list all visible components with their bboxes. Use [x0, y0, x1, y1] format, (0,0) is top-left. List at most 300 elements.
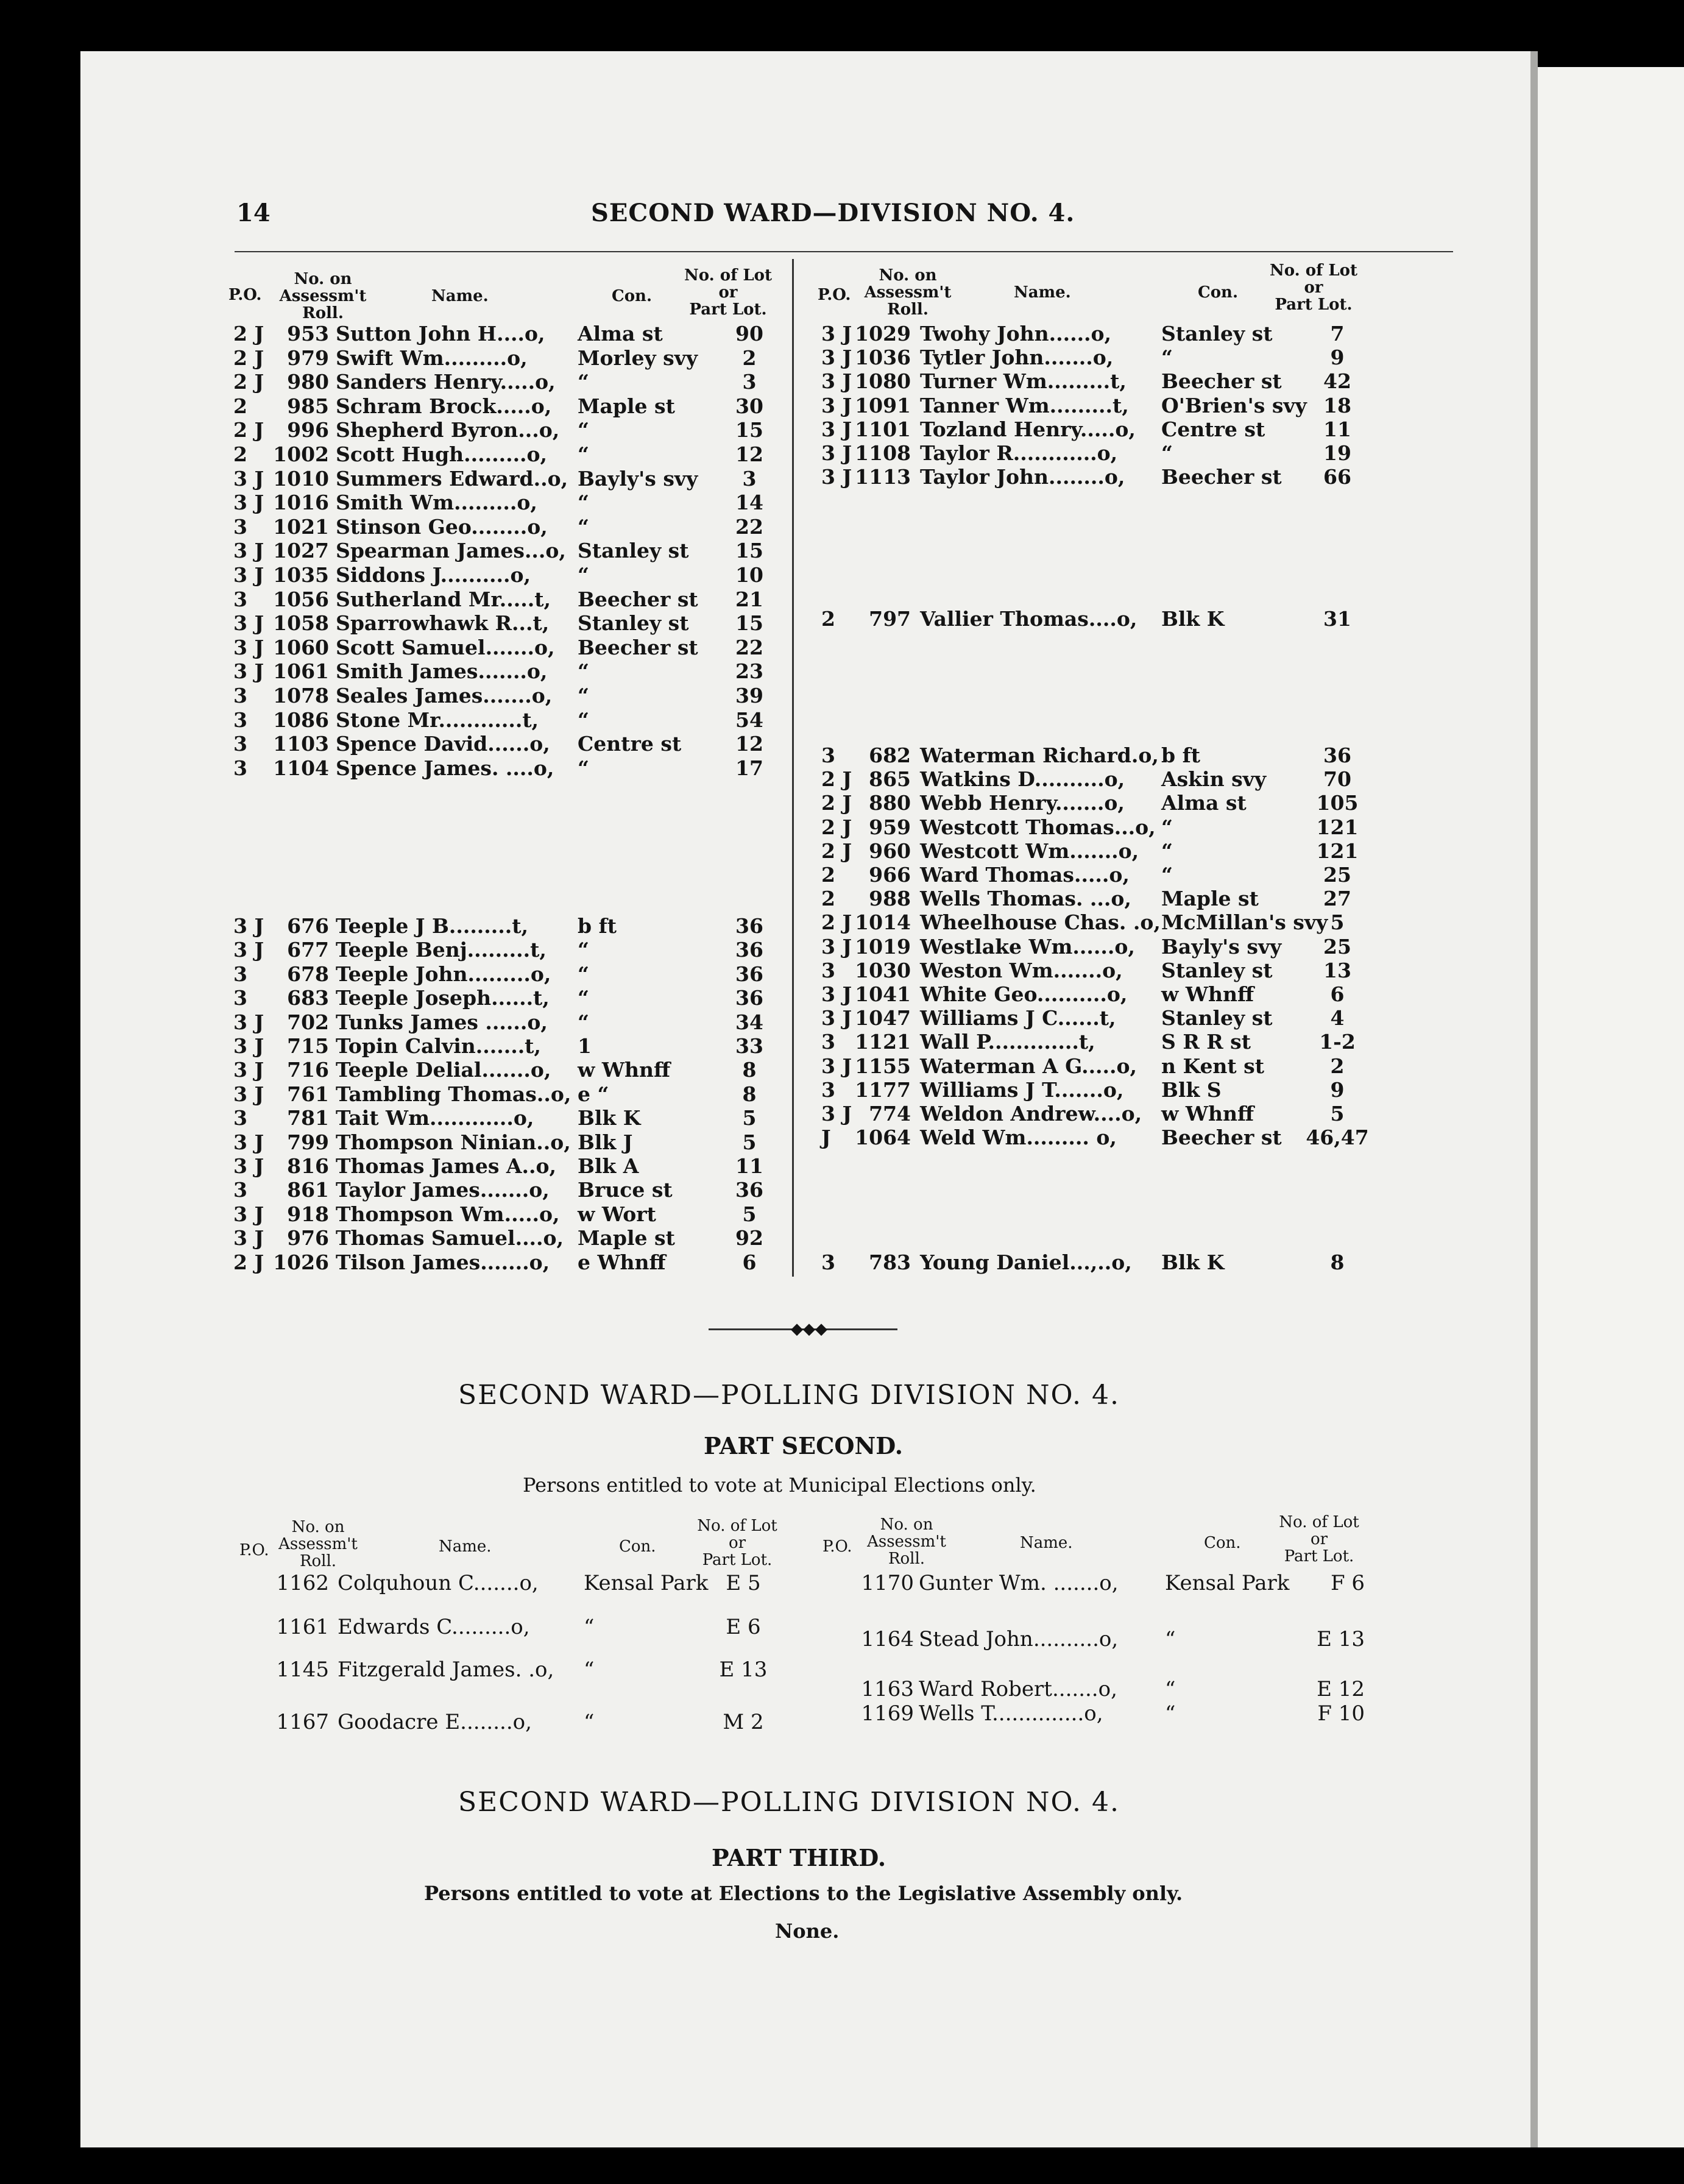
table-row [0, 515, 1684, 539]
lot-cell: E 12 [1317, 1677, 1365, 1701]
roll-cell: 1161 [276, 1615, 329, 1639]
table-row [0, 563, 1684, 587]
col-head-po-right: P.O. [818, 286, 851, 304]
con-cell: “ [1161, 838, 1173, 863]
roll-cell: 1060 [273, 635, 329, 659]
con-cell: Bayly's svy [578, 466, 698, 491]
table-row [0, 1102, 1684, 1126]
name-cell: Thomas James A..o, [336, 1154, 556, 1178]
lot-cell: 7 [1330, 322, 1345, 346]
po-cell: 2 [821, 887, 835, 911]
name-cell: Sanders Henry.....o, [336, 370, 556, 394]
con-cell: Centre st [578, 732, 682, 756]
table-row [0, 863, 1684, 887]
con-cell: w Whnff [578, 1058, 671, 1082]
roll-cell: 1029 [855, 322, 911, 346]
lot-cell: M 2 [723, 1710, 764, 1734]
po-cell: 3 J [821, 982, 852, 1006]
col-head-lot: No. of Lot or Part Lot. [684, 266, 772, 319]
po-cell: 3 J [233, 1154, 264, 1178]
po-cell: 3 [821, 1250, 835, 1274]
p2-col-head-con-right: Con. [1204, 1534, 1241, 1552]
roll-cell: 1035 [273, 563, 329, 587]
part-third-section-title: SECOND WARD—POLLING DIVISION NO. 4. [458, 1787, 1120, 1818]
name-cell: Vallier Thomas....o, [920, 607, 1137, 631]
p2-col-head-lot-right: No. of Lot or Part Lot. [1279, 1513, 1359, 1565]
lot-cell: 92 [735, 1226, 763, 1250]
lot-cell: 15 [735, 611, 763, 636]
roll-cell: 1002 [273, 442, 329, 466]
po-cell: 3 J [233, 659, 264, 684]
po-cell: 3 [233, 732, 247, 756]
table-row [0, 441, 1684, 466]
con-cell: “ [578, 1010, 589, 1034]
lot-cell: 4 [1330, 1006, 1345, 1030]
roll-cell: 1121 [855, 1030, 911, 1054]
po-cell: 2 [821, 607, 835, 631]
p2-col-head-lot: No. of Lot or Part Lot. [697, 1517, 777, 1569]
roll-cell: 1047 [855, 1006, 911, 1030]
p2-col-head-name-right: Name. [1020, 1534, 1073, 1552]
con-cell: Stanley st [1161, 1006, 1273, 1030]
con-cell: “ [578, 938, 589, 962]
con-cell: “ [578, 986, 589, 1010]
con-cell: 1 [578, 1034, 592, 1058]
po-cell: 3 J [821, 1006, 852, 1030]
lot-cell: 11 [1323, 417, 1351, 441]
lot-cell: 33 [735, 1034, 763, 1058]
po-cell: 3 J [233, 1058, 264, 1082]
po-cell: 2 [821, 863, 835, 887]
roll-cell: 959 [869, 815, 911, 839]
part-second-subtitle: Persons entitled to vote at Municipal Elections only. [523, 1473, 1036, 1497]
con-cell: e “ [578, 1082, 609, 1106]
roll-cell: 918 [287, 1202, 329, 1226]
con-cell: e Whnff [578, 1250, 666, 1274]
con-cell: “ [578, 659, 589, 684]
po-cell: 3 [821, 743, 835, 767]
page-header: SECOND WARD—DIVISION NO. 4. [591, 199, 1075, 227]
name-cell: Weldon Andrew....o, [920, 1102, 1142, 1126]
name-cell: Waterman A G.....o, [920, 1054, 1137, 1078]
table-row [0, 982, 1684, 1007]
roll-cell: 1101 [855, 417, 911, 441]
roll-cell: 797 [869, 607, 911, 631]
po-cell: 3 J [233, 563, 264, 587]
roll-cell: 1021 [273, 514, 329, 539]
table-row [0, 1571, 1684, 1597]
lot-cell: 15 [735, 418, 763, 442]
name-cell: Ward Thomas.....o, [920, 863, 1130, 887]
table-row [0, 1054, 1684, 1079]
roll-cell: 1169 [861, 1701, 914, 1726]
roll-cell: 1103 [273, 732, 329, 756]
name-cell: Tytler John.......o, [920, 346, 1114, 370]
name-cell: Colquhoun C.......o, [338, 1571, 539, 1595]
name-cell: Tambling Thomas..o, [336, 1082, 571, 1106]
con-cell: Beecher st [1161, 1126, 1282, 1150]
po-cell: 3 J [233, 1034, 264, 1058]
con-cell: “ [578, 514, 589, 539]
lot-cell: 25 [1323, 863, 1351, 887]
roll-cell: 1026 [273, 1250, 329, 1274]
roll-cell: 682 [869, 743, 911, 767]
name-cell: Seales James.......o, [336, 684, 553, 707]
con-cell: Beecher st [578, 635, 698, 659]
con-cell: Kensal Park [584, 1571, 709, 1595]
name-cell: Schram Brock.....o, [336, 394, 552, 418]
name-cell: Sutherland Mr.....t, [336, 587, 551, 611]
ornament-diamond-icon: ◆◆◆ [791, 1320, 827, 1338]
lot-cell: 19 [1323, 441, 1351, 465]
po-cell: 3 [233, 1106, 247, 1130]
con-cell: “ [578, 418, 589, 442]
name-cell: Turner Wm.........t, [920, 369, 1127, 394]
name-cell: Tait Wm............o, [336, 1106, 534, 1130]
po-cell: 3 [233, 684, 247, 707]
p2-col-head-po: P.O. [239, 1541, 269, 1559]
lot-cell: 2 [742, 346, 757, 370]
con-cell: Blk J [578, 1130, 633, 1154]
con-cell: “ [578, 756, 589, 780]
lot-cell: 5 [742, 1130, 757, 1154]
p2-col-head-con: Con. [619, 1537, 656, 1556]
lot-cell: 36 [1323, 743, 1351, 767]
con-cell: Maple st [578, 394, 675, 418]
table-row [0, 935, 1684, 959]
con-cell: Alma st [578, 322, 663, 346]
name-cell: White Geo..........o, [920, 982, 1128, 1006]
po-cell: 3 [233, 986, 247, 1010]
lot-cell: 6 [742, 1250, 757, 1274]
table-row [0, 465, 1684, 489]
con-cell: “ [1165, 1701, 1176, 1726]
roll-cell: 865 [869, 767, 911, 792]
name-cell: Tilson James.......o, [336, 1250, 550, 1274]
lot-cell: 36 [735, 914, 763, 938]
roll-cell: 976 [287, 1226, 329, 1250]
con-cell: Bruce st [578, 1178, 673, 1202]
con-cell: Blk K [1161, 607, 1225, 631]
con-cell: “ [584, 1710, 595, 1734]
con-cell: Blk S [1161, 1077, 1222, 1102]
con-cell: Morley svy [578, 346, 698, 370]
roll-cell: 979 [287, 346, 329, 370]
name-cell: Scott Samuel.......o, [336, 635, 555, 659]
lot-cell: 8 [1330, 1250, 1345, 1274]
lot-cell: 22 [735, 514, 763, 539]
po-cell: 3 [233, 962, 247, 986]
lot-cell: E 13 [719, 1658, 768, 1682]
name-cell: Sparrowhawk R...t, [336, 611, 550, 636]
con-cell: “ [578, 563, 589, 587]
name-cell: Teeple Benj.........t, [336, 938, 547, 962]
roll-cell: 1056 [273, 587, 329, 611]
name-cell: Taylor R............o, [920, 441, 1118, 465]
roll-cell: 1064 [855, 1126, 911, 1150]
lot-cell: 25 [1323, 934, 1351, 959]
table-row [0, 791, 1684, 815]
lot-cell: 90 [735, 322, 763, 346]
name-cell: Scott Hugh.........o, [336, 442, 548, 466]
lot-cell: 30 [735, 394, 763, 418]
lot-cell: 1-2 [1319, 1030, 1356, 1054]
name-cell: Tanner Wm.........t, [920, 393, 1129, 417]
part-second-section-title: SECOND WARD—POLLING DIVISION NO. 4. [458, 1380, 1120, 1411]
lot-cell: 10 [735, 563, 763, 587]
table-row [0, 346, 1684, 370]
roll-cell: 1058 [273, 611, 329, 636]
roll-cell: 1113 [855, 465, 911, 489]
lot-cell: 9 [1330, 1077, 1345, 1102]
roll-cell: 799 [287, 1130, 329, 1154]
part-third-subtitle: Persons entitled to vote at Elections to the Legislative Assembly only. [424, 1882, 1183, 1905]
p2-col-head-roll-right: No. on Assessm't Roll. [867, 1516, 946, 1568]
roll-cell: 1108 [855, 441, 911, 465]
name-cell: Tozland Henry.....o, [920, 417, 1136, 441]
con-cell: Alma st [1161, 791, 1247, 815]
lot-cell: 13 [1323, 958, 1351, 982]
table-row [0, 1202, 1684, 1227]
lot-cell: 14 [735, 491, 763, 515]
name-cell: Teeple J B.........t, [336, 914, 528, 938]
table-row [0, 959, 1684, 983]
table-row [0, 684, 1684, 708]
roll-cell: 1027 [273, 539, 329, 563]
table-row [0, 369, 1684, 394]
col-head-lot-right: No. of Lot or Part Lot. [1270, 261, 1357, 314]
name-cell: Shepherd Byron...o, [336, 418, 560, 442]
lot-cell: 42 [1323, 369, 1351, 394]
name-cell: Wells Thomas. ...o, [920, 887, 1131, 911]
table-row [0, 910, 1684, 935]
con-cell: “ [578, 491, 589, 515]
po-cell: 2 J [233, 370, 264, 394]
con-cell: Maple st [578, 1226, 675, 1250]
po-cell: 3 [821, 958, 835, 982]
name-cell: Wheelhouse Chas. .o, [920, 910, 1161, 935]
p2-col-head-name: Name. [439, 1537, 492, 1556]
roll-cell: 960 [869, 838, 911, 863]
part-second-title: PART SECOND. [704, 1432, 904, 1459]
roll-cell: 953 [287, 322, 329, 346]
con-cell: Blk K [1161, 1250, 1225, 1274]
po-cell: 3 J [233, 611, 264, 636]
name-cell: Williams J C......t, [920, 1006, 1116, 1030]
name-cell: Fitzgerald James. .o, [338, 1658, 554, 1682]
header-rule [235, 251, 1453, 252]
roll-cell: 1080 [855, 369, 911, 394]
table-row [0, 1154, 1684, 1179]
con-cell: “ [1161, 346, 1173, 370]
roll-cell: 1164 [861, 1627, 914, 1651]
con-cell: Maple st [1161, 887, 1259, 911]
con-cell: Beecher st [578, 587, 698, 611]
roll-cell: 677 [287, 938, 329, 962]
po-cell: 3 J [821, 934, 852, 959]
col-head-con-right: Con. [1198, 283, 1238, 302]
po-cell: 2 J [821, 838, 852, 863]
table-row [0, 839, 1684, 863]
col-head-name-right: Name. [1014, 283, 1071, 302]
col-head-roll-right: No. on Assessm't Roll. [864, 266, 952, 319]
po-cell: 3 J [233, 1130, 264, 1154]
roll-cell: 715 [287, 1034, 329, 1058]
name-cell: Twohy John......o, [920, 322, 1112, 346]
po-cell: 3 [821, 1077, 835, 1102]
table-row [0, 322, 1684, 346]
po-cell: 3 J [821, 465, 852, 489]
con-cell: “ [1161, 863, 1173, 887]
roll-cell: 1177 [855, 1077, 911, 1102]
con-cell: w Wort [578, 1202, 656, 1226]
con-cell: Centre st [1161, 417, 1265, 441]
name-cell: Weston Wm.......o, [920, 958, 1123, 982]
table-row [0, 1178, 1684, 1202]
lot-cell: 15 [735, 539, 763, 563]
lot-cell: 34 [735, 1010, 763, 1034]
roll-cell: 1167 [276, 1710, 329, 1734]
po-cell: 3 J [233, 466, 264, 491]
name-cell: Smith James.......o, [336, 659, 548, 684]
roll-cell: 676 [287, 914, 329, 938]
name-cell: Watkins D..........o, [920, 767, 1125, 792]
roll-cell: 1163 [861, 1677, 914, 1701]
po-cell: 3 J [821, 1102, 852, 1126]
po-cell: 3 J [233, 635, 264, 659]
roll-cell: 1145 [276, 1658, 329, 1682]
table-row [0, 394, 1684, 418]
lot-cell: 46,47 [1306, 1126, 1369, 1150]
po-cell: 3 J [233, 1082, 264, 1106]
name-cell: Thompson Ninian..o, [336, 1130, 571, 1154]
lot-cell: 9 [1330, 346, 1345, 370]
po-cell: 3 [233, 1178, 247, 1202]
con-cell: Blk A [578, 1154, 639, 1178]
roll-cell: 816 [287, 1154, 329, 1178]
lot-cell: 11 [735, 1154, 763, 1178]
roll-cell: 1019 [855, 934, 911, 959]
name-cell: Siddons J..........o, [336, 563, 531, 587]
table-row [0, 539, 1684, 563]
po-cell: 2 J [821, 767, 852, 792]
name-cell: Spence David......o, [336, 732, 550, 756]
roll-cell: 783 [869, 1250, 911, 1274]
con-cell: Stanley st [578, 539, 689, 563]
lot-cell: E 13 [1317, 1627, 1365, 1651]
roll-cell: 702 [287, 1010, 329, 1034]
col-head-name: Name. [431, 287, 489, 305]
roll-cell: 781 [287, 1106, 329, 1130]
con-cell: Beecher st [1161, 369, 1282, 394]
roll-cell: 861 [287, 1178, 329, 1202]
name-cell: Spearman James...o, [336, 539, 566, 563]
po-cell: 2 J [821, 910, 852, 935]
table-row [0, 417, 1684, 442]
table-row [0, 743, 1684, 768]
con-cell: “ [578, 962, 589, 986]
table-row [0, 887, 1684, 911]
name-cell: Weld Wm......... o, [920, 1126, 1117, 1150]
name-cell: Goodacre E........o, [338, 1710, 532, 1734]
con-cell: “ [578, 442, 589, 466]
name-cell: Topin Calvin.......t, [336, 1034, 541, 1058]
table-row [0, 1250, 1684, 1275]
po-cell: 2 J [233, 418, 264, 442]
lot-cell: 36 [735, 986, 763, 1010]
name-cell: Wall P.............t, [920, 1030, 1095, 1054]
name-cell: Spence James. ....o, [336, 756, 554, 780]
roll-cell: 985 [287, 394, 329, 418]
con-cell: w Whnff [1161, 1102, 1254, 1126]
po-cell: 2 J [821, 791, 852, 815]
po-cell: 3 J [233, 1202, 264, 1226]
lot-cell: 36 [735, 1178, 763, 1202]
name-cell: Williams J T.......o, [920, 1077, 1124, 1102]
roll-cell: 683 [287, 986, 329, 1010]
po-cell: 3 J [233, 938, 264, 962]
con-cell: “ [1165, 1677, 1176, 1701]
po-cell: 2 J [233, 322, 264, 346]
po-cell: 3 J [821, 417, 852, 441]
po-cell: 3 J [821, 346, 852, 370]
roll-cell: 1010 [273, 466, 329, 491]
name-cell: Sutton John H....o, [336, 322, 545, 346]
roll-cell: 1104 [273, 756, 329, 780]
roll-cell: 1016 [273, 491, 329, 515]
po-cell: 2 J [233, 346, 264, 370]
part-third-note: None. [775, 1920, 840, 1943]
lot-cell: 6 [1330, 982, 1345, 1006]
con-cell: “ [1161, 815, 1173, 839]
po-cell: 3 J [233, 539, 264, 563]
name-cell: Waterman Richard.o, [920, 743, 1159, 767]
name-cell: Westcott Wm.......o, [920, 838, 1139, 863]
roll-cell: 1061 [273, 659, 329, 684]
roll-cell: 1086 [273, 707, 329, 732]
con-cell: Stanley st [1161, 958, 1273, 982]
name-cell: Westlake Wm......o, [920, 934, 1135, 959]
table-row [0, 767, 1684, 792]
roll-cell: 1091 [855, 393, 911, 417]
lot-cell: 70 [1323, 767, 1351, 792]
name-cell: Taylor James.......o, [336, 1178, 550, 1202]
con-cell: w Whnff [1161, 982, 1254, 1006]
con-cell: “ [584, 1658, 595, 1682]
roll-cell: 678 [287, 962, 329, 986]
table-row [0, 659, 1684, 684]
name-cell: Webb Henry.......o, [920, 791, 1125, 815]
con-cell: “ [578, 370, 589, 394]
lot-cell: 121 [1316, 838, 1359, 863]
lot-cell: 23 [735, 659, 763, 684]
po-cell: 3 [821, 1030, 835, 1054]
table-row [0, 607, 1684, 631]
lot-cell: 18 [1323, 393, 1351, 417]
table-row [0, 1126, 1684, 1150]
part-third-title: PART THIRD. [712, 1844, 886, 1871]
con-cell: “ [578, 684, 589, 707]
table-row [0, 1627, 1684, 1653]
po-cell: 3 J [821, 1054, 852, 1078]
lot-cell: E 5 [726, 1571, 761, 1595]
po-cell: 3 J [233, 491, 264, 515]
po-cell: 2 J [233, 1250, 264, 1274]
lot-cell: 2 [1330, 1054, 1345, 1078]
po-cell: J [821, 1126, 831, 1150]
roll-cell: 988 [869, 887, 911, 911]
name-cell: Teeple John.........o, [336, 962, 551, 986]
